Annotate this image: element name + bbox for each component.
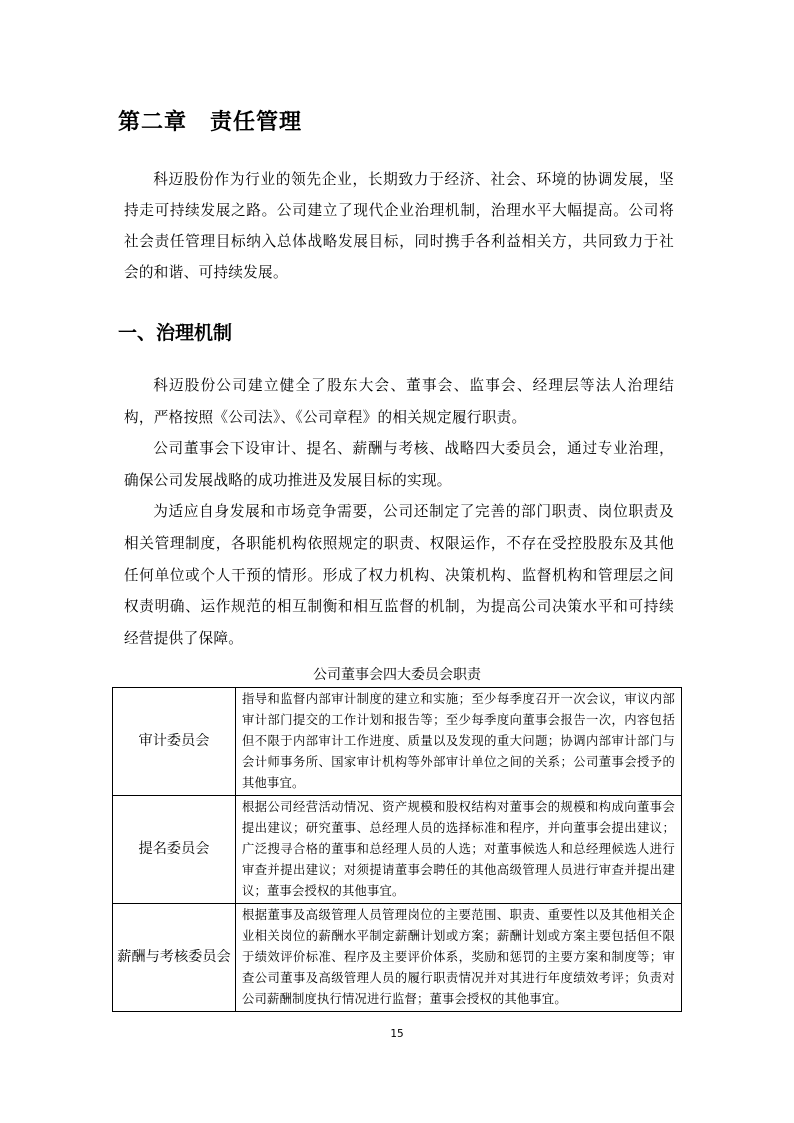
body-paragraph-3: 为适应自身发展和市场竞争需要，公司还制定了完善的部门职责、岗位职责及相关管理制度，各职能机构依照规定的职责、权限运作，不存在受控股股东及其他任何单位或个人干预的情形。形成了权力机构、决策机构、监督机构和管理层之间权责明确、运作规范的相互制衡和相互监督的机制，为提高公司决策水平和可持续经营提供了保障。: [124, 503, 674, 647]
committee-name-cell: 薪酬与考核委员会: [113, 904, 236, 1012]
intro-paragraph: 科迈股份作为行业的领先企业，长期致力于经济、社会、环境的协调发展，坚持走可持续发展之路。公司建立了现代企业治理机制，治理水平大幅提高。公司将社会责任管理目标纳入总体战略发展目标，同时携手各利益相关方，共同致力于社会的和谐、可持续发展。: [124, 171, 674, 281]
chapter-title: 第二章 责任管理: [118, 110, 303, 135]
table-row: [113, 688, 682, 796]
body-paragraph-2: 公司董事会下设审计、提名、薪酬与考核、战略四大委员会，通过专业治理，确保公司发展战略的成功推进及发展目标的实现。: [124, 440, 674, 489]
committee-name-cell: 提名委员会: [113, 796, 236, 904]
committee-duties-table: [112, 687, 682, 1012]
committee-name-cell: 审计委员会: [113, 688, 236, 796]
committee-duties-cell: 指导和监督内部审计制度的建立和实施；至少每季度召开一次会议，审议内部审计部门提交的工作计划和报告等；至少每季度向董事会报告一次，内容包括但不限于内部审计工作进度、质量以及发现的重大问题；协调内部审计部门与会计师事务所、国家审计机构等外部审计单位之间的关系；公司董事会授予的其他事宜。: [236, 688, 682, 796]
page-number: 15: [390, 1028, 404, 1040]
committee-duties-cell: 根据董事及高级管理人员管理岗位的主要范围、职责、重要性以及其他相关企业相关岗位的薪酬水平制定薪酬计划或方案；薪酬计划或方案主要包括但不限于绩效评价标准、程序及主要评价体系，奖励和惩罚的主要方案和制度等；审查公司董事及高级管理人员的履行职责情况并对其进行年度绩效考评；负责对公司薪酬制度执行情况进行监督；董事会授权的其他事宜。: [236, 904, 682, 1012]
table-caption: 公司董事会四大委员会职责: [313, 667, 481, 683]
section-body: [124, 370, 674, 654]
table-row: [113, 796, 682, 904]
chapter-intro: [124, 164, 674, 288]
body-paragraph-1: 科迈股份公司建立健全了股东大会、董事会、监事会、经理层等法人治理结构，严格按照《公司法》、《公司章程》的相关规定履行职责。: [124, 377, 674, 426]
committee-duties-cell: 根据公司经营活动情况、资产规模和股权结构对董事会的规模和构成向董事会提出建议；研究董事、总经理人员的选择标准和程序，并向董事会提出建议；广泛搜寻合格的董事和总经理人员的人选；对董事候选人和总经理候选人进行审查并提出建议；对须提请董事会聘任的其他高级管理人员进行审查并提出建议；董事会授权的其他事宜。: [236, 796, 682, 904]
table-row: [113, 904, 682, 1012]
section-title: 一、治理机制: [118, 322, 233, 344]
